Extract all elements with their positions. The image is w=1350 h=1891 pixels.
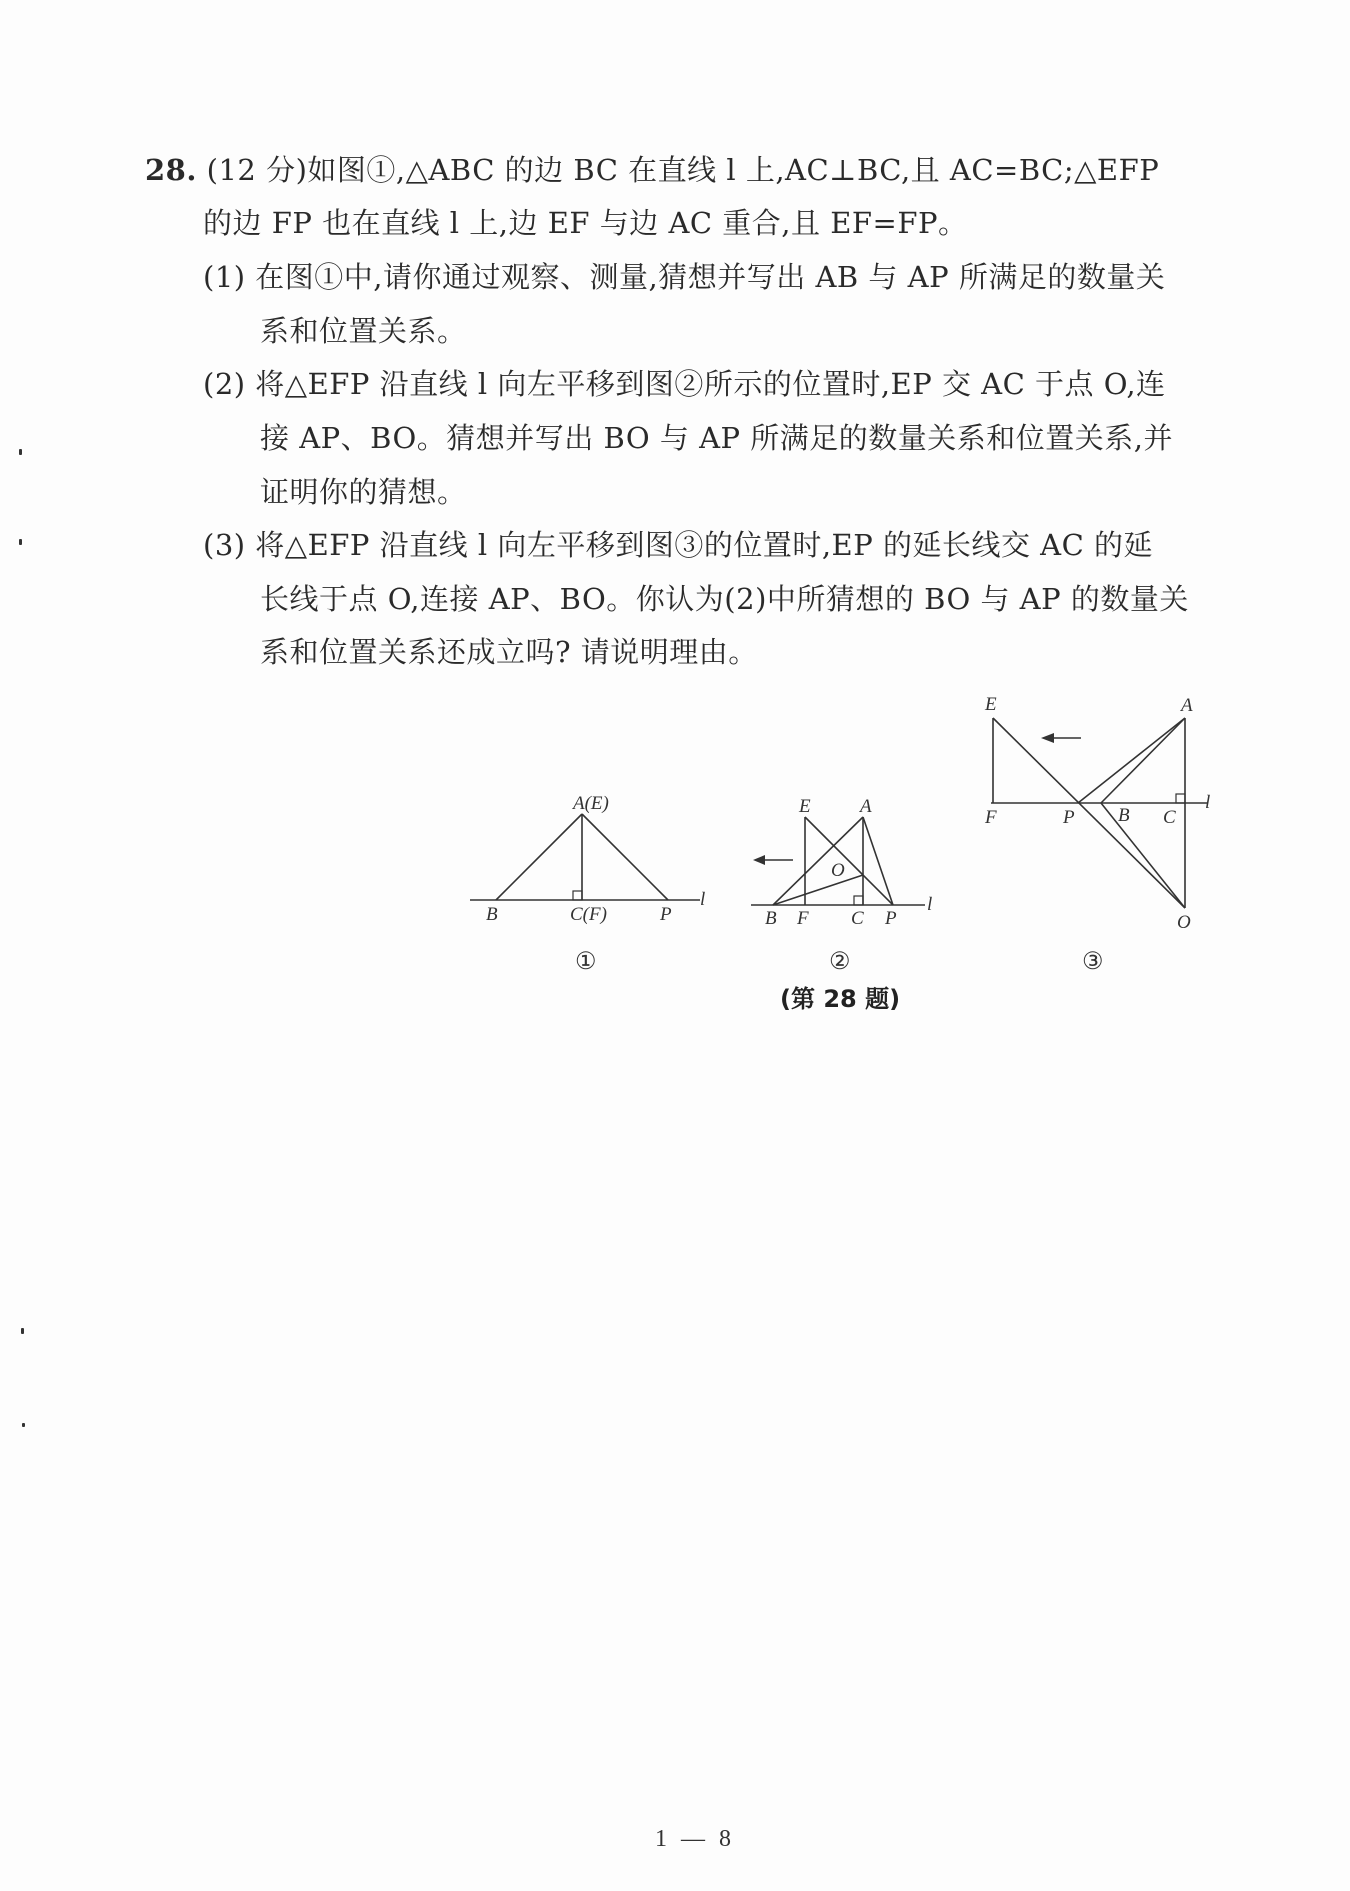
fig2-label-O: O bbox=[831, 860, 845, 881]
fig2-label-E: E bbox=[799, 796, 811, 817]
scan-speck bbox=[19, 449, 22, 455]
fig2-label-C: C bbox=[851, 908, 864, 929]
fig2-label-F: F bbox=[797, 908, 809, 929]
fig3-label-l: l bbox=[1205, 792, 1211, 813]
question-intro: (12 分)如图①,△ABC 的边 BC 在直线 l 上,AC⊥BC,且 AC=BC;△EFP bbox=[206, 153, 1160, 187]
fig1-label-AE: A(E) bbox=[573, 793, 609, 814]
part-1-line-b: 系和位置关系。 bbox=[260, 314, 467, 348]
fig2-label-l: l bbox=[927, 894, 933, 915]
fig3-label-F: F bbox=[985, 807, 997, 828]
part-3-line-c: 系和位置关系还成立吗? 请说明理由。 bbox=[260, 635, 758, 669]
fig1-label-l: l bbox=[700, 889, 706, 910]
fig1-index: ① bbox=[575, 949, 597, 975]
scan-speck bbox=[22, 1423, 25, 1427]
part-1-line-a: (1) 在图①中,请你通过观察、测量,猜想并写出 AB 与 AP 所满足的数量关 bbox=[203, 260, 1166, 294]
fig3-label-A: A bbox=[1181, 695, 1193, 716]
part-3-line-a: (3) 将△EFP 沿直线 l 向左平移到图③的位置时,EP 的延长线交 AC 的延 bbox=[203, 528, 1154, 562]
scan-speck bbox=[19, 539, 22, 545]
fig2-label-B: B bbox=[765, 908, 777, 929]
fig2-index: ② bbox=[829, 949, 851, 975]
part-3-line-b: 长线于点 O,连接 AP、BO。你认为(2)中所猜想的 BO 与 AP 的数量关 bbox=[260, 582, 1189, 616]
fig3-label-E: E bbox=[985, 694, 997, 715]
fig3-label-P: P bbox=[1063, 807, 1075, 828]
fig1-label-CF: C(F) bbox=[570, 904, 607, 925]
page-number: 1 — 8 bbox=[655, 1826, 735, 1852]
part-2-line-b: 接 AP、BO。猜想并写出 BO 与 AP 所满足的数量关系和位置关系,并 bbox=[260, 421, 1173, 455]
question-line-1 bbox=[145, 152, 1159, 188]
fig1-label-B: B bbox=[486, 904, 498, 925]
fig2-label-P: P bbox=[885, 908, 897, 929]
question-line-2: 的边 FP 也在直线 l 上,边 EF 与边 AC 重合,且 EF=FP。 bbox=[203, 206, 968, 240]
part-2-line-a: (2) 将△EFP 沿直线 l 向左平移到图②所示的位置时,EP 交 AC 于点 O,连 bbox=[203, 367, 1166, 401]
fig3-index: ③ bbox=[1082, 949, 1104, 975]
figure-1-diagram bbox=[460, 785, 720, 985]
figure-2-diagram bbox=[745, 785, 945, 985]
part-2-line-c: 证明你的猜想。 bbox=[260, 475, 467, 509]
fig1-label-P: P bbox=[660, 904, 672, 925]
fig2-label-A: A bbox=[860, 796, 872, 817]
fig3-label-B: B bbox=[1118, 805, 1130, 826]
question-number: 28. bbox=[145, 153, 197, 187]
fig3-label-O: O bbox=[1177, 912, 1191, 933]
figure-caption: (第 28 题) bbox=[780, 985, 901, 1013]
fig3-label-C: C bbox=[1163, 807, 1176, 828]
figure-3-diagram bbox=[975, 690, 1225, 980]
scan-speck bbox=[21, 1328, 24, 1334]
